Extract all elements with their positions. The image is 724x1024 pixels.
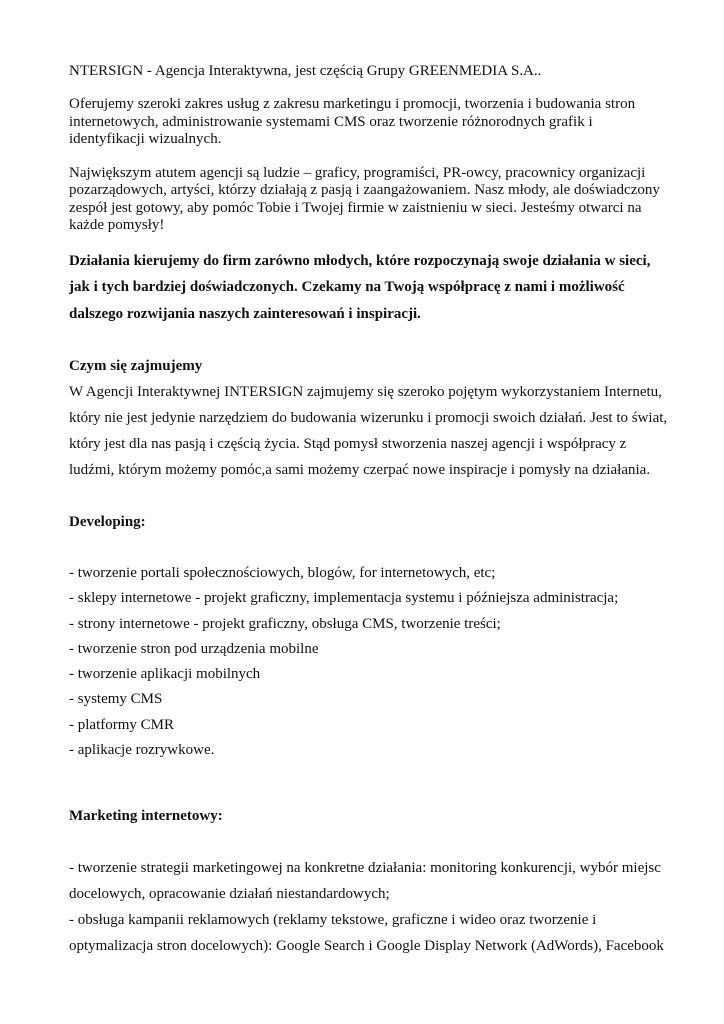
marketing-heading: Marketing internetowy: xyxy=(69,808,223,825)
list-item: - tworzenie aplikacji mobilnych xyxy=(69,666,261,683)
list-item: - sklepy internetowe - projekt graficzny, implementacja systemu i późniejsza administracja; xyxy=(69,590,619,607)
spacer xyxy=(69,327,669,353)
list-item: - tworzenie stron pod urządzenia mobilne xyxy=(69,640,319,657)
bold-statement: Działania kierujemy do firm zarówno młodych, które rozpoczynają swoje działania w sieci, jak i tych bardziej doświadczonych. Czekamy na Twoją współpracę z nami i możliwość dalszego rozwijania naszych zainteresowań i inspiracji. xyxy=(69,252,651,322)
list-item: - systemy CMS xyxy=(69,691,163,708)
list-item: - platformy CMR xyxy=(69,716,174,733)
list-item: - obsługa kampanii reklamowych (reklamy tekstowe, graficzne i wideo oraz tworzenie i optymalizacja stron docelowych): Google Search i Google Display Network (AdWords), Facebook xyxy=(69,912,664,955)
intro-paragraph: NTERSIGN - Agencja Interaktywna, jest częścią Grupy GREENMEDIA S.A.. xyxy=(69,63,542,79)
team-paragraph: Największym atutem agencji są ludzie – graficy, programiści, PR-owcy, pracownicy organizacji pozarządowych, artyści, którzy działają z pasją i zaangażowaniem. Nasz młody, ale doświadczony zespół jest gotowy, aby pomóc Tobie i Twojej firmie w zaistnieniu w sieci. Jesteśmy otwarci na każde pomysły! xyxy=(69,164,660,233)
list-item: - tworzenie strategii marketingowej na konkretne działania: monitoring konkurencji, wybór miejsc docelowych, opracowanie działań niestandardowych; xyxy=(69,860,661,903)
list-item: - aplikacje rozrywkowe. xyxy=(69,742,215,759)
developing-heading: Developing: xyxy=(69,514,146,530)
spacer xyxy=(69,829,669,855)
list-item: - tworzenie portali społecznościowych, blogów, for internetowych, etc; xyxy=(69,565,496,581)
spacer xyxy=(69,763,669,803)
list-item: - strony internetowe - projekt graficzny, obsługa CMS, tworzenie treści; xyxy=(69,615,501,632)
document-page xyxy=(69,62,669,959)
spacer xyxy=(69,483,669,509)
offer-paragraph: Oferujemy szeroki zakres usług z zakresu marketingu i promocji, tworzenia i budowania stron internetowych, administrowanie systemami CMS oraz tworzenie różnorodnych grafik i identyfikacji wizualnych. xyxy=(69,96,636,147)
about-paragraph: W Agencji Interaktywnej INTERSIGN zajmujemy się szeroko pojętym wykorzystaniem Internetu, który nie jest jedynie narzędziem do budowania wizerunku i promocji swoich działań. Jest to świat, który jest dla nas pasją i częścią życia. Stąd pomysł stworzenia naszej agencji i współpracy z ludźmi, którym możemy pomóc,a sami możemy czerpać nowe inspiracje i pomysły na działania. xyxy=(69,384,668,478)
about-heading: Czym się zajmujemy xyxy=(69,358,203,374)
marketing-list xyxy=(69,855,669,959)
developing-list xyxy=(69,561,669,763)
spacer xyxy=(69,535,669,561)
